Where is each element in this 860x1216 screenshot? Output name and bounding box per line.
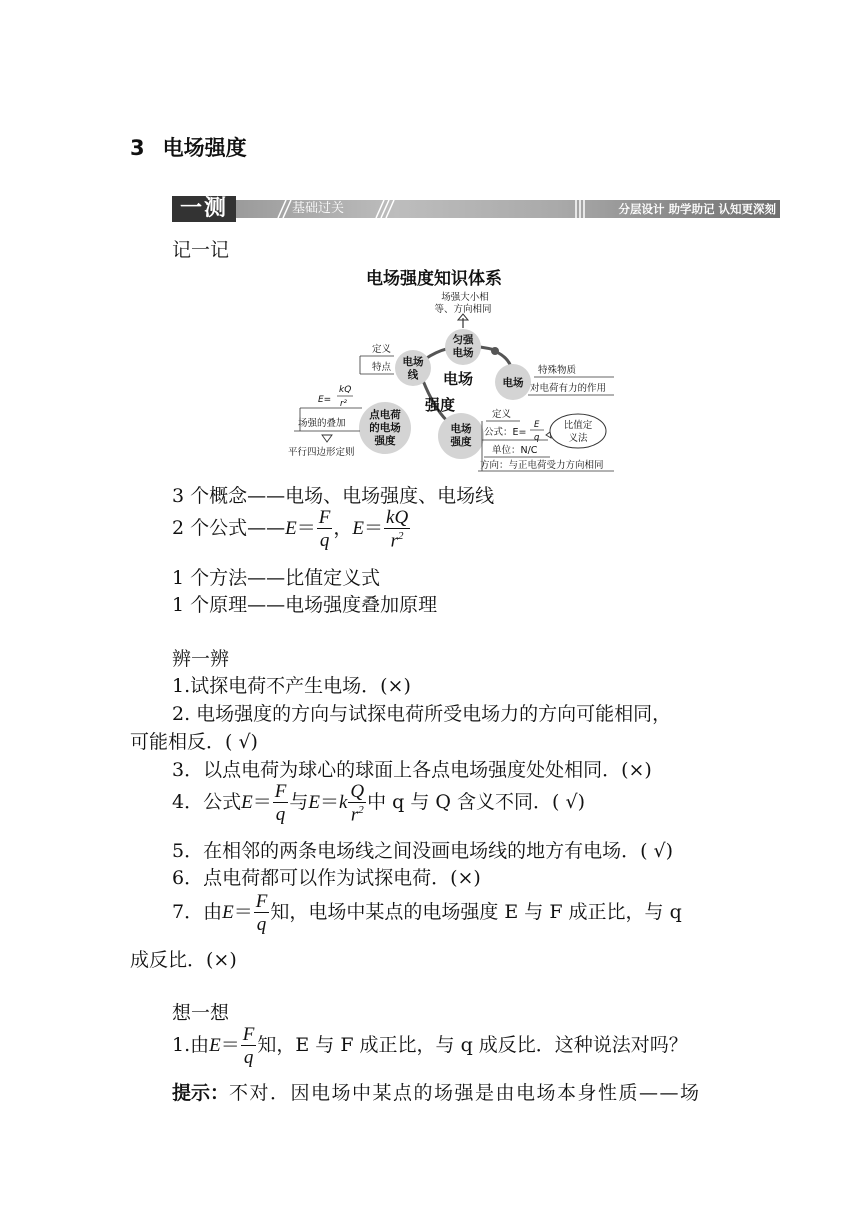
think-q1-prefix: 1.由 bbox=[172, 1034, 210, 1056]
think-heading: 想一想 bbox=[172, 1002, 230, 1024]
node-lines-2: 线 bbox=[407, 369, 419, 381]
hint-label: 提示： bbox=[172, 1082, 230, 1104]
banner-middle-label: 基础过关 bbox=[292, 201, 345, 216]
judge-item-2b: 可能相反．( √) bbox=[130, 731, 258, 753]
node-uniform-1: 匀强 bbox=[452, 334, 474, 346]
superposition-label: 场强的叠加 bbox=[298, 418, 346, 429]
node-intensity-1: 电场 bbox=[450, 423, 472, 435]
judge-item-5: 5．在相邻的两条电场线之间没画电场线的地方有电场．( √) bbox=[172, 840, 674, 862]
node-uniform-2: 电场 bbox=[452, 347, 474, 359]
point-formula-den: r² bbox=[340, 399, 347, 409]
banner-stripes-icon bbox=[272, 200, 294, 218]
field-item-1: 特殊物质 bbox=[538, 365, 577, 376]
ratio-bubble-1: 比值定 bbox=[563, 420, 593, 431]
summary-formulas: 2 个公式——E＝ $\frac{F}{q}$ ，E＝ $\frac{kQ}{r^2}$ bbox=[172, 507, 409, 552]
node-point-2: 的电场 bbox=[369, 422, 401, 434]
intensity-item-definition: 定义 bbox=[492, 409, 512, 420]
judge-item-1: 1.试探电荷不产生电场．(×) bbox=[172, 675, 411, 697]
knowledge-diagram bbox=[280, 288, 620, 474]
diagram-title: 电场强度知识体系 bbox=[366, 269, 502, 289]
point-formula-e: E= bbox=[318, 395, 332, 405]
hint-text: 不对．因电场中某点的场强是由电场本身性质——场 bbox=[229, 1082, 701, 1104]
judge-item-4-prefix: 4．公式 bbox=[172, 791, 242, 814]
node-intensity-2: 强度 bbox=[450, 436, 472, 448]
banner-bars-icon bbox=[574, 200, 586, 218]
point-formula-num: kQ bbox=[339, 385, 352, 395]
think-hint bbox=[172, 1078, 701, 1105]
banner-left-label: 一测 bbox=[172, 196, 236, 222]
intensity-item-unit: 单位：N/C bbox=[492, 445, 538, 456]
judge-item-7b: 成反比．(×) bbox=[130, 949, 237, 971]
judge-heading: 辨一辨 bbox=[172, 648, 230, 670]
summary-principle: 1 个原理——电场强度叠加原理 bbox=[172, 594, 438, 616]
lines-item-feature: 特点 bbox=[372, 362, 392, 373]
banner-stripes-icon bbox=[372, 200, 402, 218]
remember-heading: 记一记 bbox=[172, 239, 230, 261]
judge-item-3: 3．以点电荷为球心的球面上各点电场强度处处相同．(×) bbox=[172, 759, 652, 781]
judge-item-2a: 2. 电场强度的方向与试探电荷所受电场力的方向可能相同， bbox=[172, 703, 672, 725]
judge-item-4: 4．公式E＝ $\frac{F}{q}$ 与E＝k $\frac{Q}{r^2}$ 中 q 与 Q 含义不同．( √) bbox=[172, 781, 586, 826]
judge-item-4-suffix: 中 q 与 Q 含义不同．( √) bbox=[367, 791, 586, 814]
ratio-bubble-2: 义法 bbox=[568, 433, 588, 444]
summary-formulas-prefix: 2 个公式—— bbox=[172, 517, 286, 540]
judge-item-6: 6．点电荷都可以作为试探电荷．(×) bbox=[172, 867, 481, 889]
field-item-2: 对电荷有力的作用 bbox=[530, 383, 607, 394]
node-field: 电场 bbox=[502, 377, 524, 389]
node-lines-1: 电场 bbox=[402, 356, 424, 368]
section-banner bbox=[172, 196, 780, 222]
intensity-frac-den: q bbox=[534, 433, 540, 443]
judge-item-4-mid: 与 bbox=[289, 791, 309, 814]
section-number: 3 bbox=[130, 136, 145, 160]
think-question-1: 1.由E＝ $\frac{F}{q}$ 知，E 与 F 成正比，与 q 成反比．这种说法对吗？ bbox=[172, 1024, 688, 1068]
uniform-note-2: 等、方向相同 bbox=[434, 304, 492, 315]
diagram-center-1: 电场 bbox=[442, 370, 474, 388]
intensity-item-direction: 方向：与正电荷受力方向相同 bbox=[480, 460, 604, 471]
intensity-frac-num: E bbox=[534, 420, 540, 430]
section-title-text: 电场强度 bbox=[162, 136, 247, 160]
section-title bbox=[130, 132, 247, 162]
think-q1-suffix: 知，E 与 F 成正比，与 q 成反比．这种说法对吗？ bbox=[257, 1034, 688, 1056]
summary-concepts: 3 个概念——电场、电场强度、电场线 bbox=[172, 485, 495, 507]
node-point-1: 点电荷 bbox=[369, 409, 401, 421]
banner-right-label: 分层设计 助学助记 认知更深刻 bbox=[618, 202, 776, 216]
intensity-item-formula: 公式：E= bbox=[484, 427, 527, 438]
node-point-3: 强度 bbox=[374, 435, 396, 447]
summary-method: 1 个方法——比值定义式 bbox=[172, 567, 381, 589]
judge-item-7: 7．由E＝ $\frac{F}{q}$ 知，电场中某点的电场强度 E 与 F 成正比，与 q bbox=[172, 891, 682, 935]
judge-item-7-prefix: 7．由 bbox=[172, 901, 223, 923]
lines-item-definition: 定义 bbox=[372, 344, 392, 355]
judge-item-7-suffix: 知，电场中某点的电场强度 E 与 F 成正比，与 q bbox=[270, 901, 682, 923]
diagram-center-2: 强度 bbox=[424, 396, 456, 414]
parallelogram-label: 平行四边形定则 bbox=[288, 447, 355, 458]
uniform-note-1: 场强大小相 bbox=[441, 292, 489, 303]
